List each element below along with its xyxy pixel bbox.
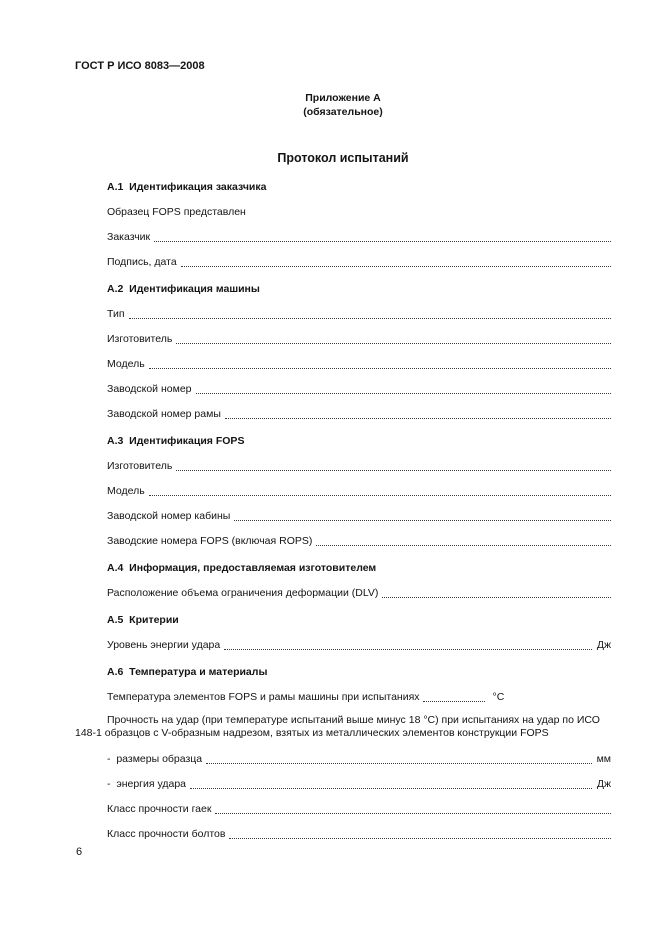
annex-heading bbox=[75, 92, 611, 119]
section-a1-heading: А.1 Идентификация заказчика bbox=[107, 181, 267, 193]
field-label: Модель bbox=[107, 358, 145, 370]
field-signature-date bbox=[107, 256, 611, 268]
field-machine-type bbox=[107, 308, 611, 320]
fill-line bbox=[224, 640, 592, 650]
fill-line bbox=[149, 359, 611, 369]
annex-note: (обязательное) bbox=[303, 105, 383, 118]
section-a2-heading: А.2 Идентификация машины bbox=[107, 283, 260, 295]
annex-title: Приложение А bbox=[305, 92, 381, 104]
fill-line bbox=[234, 511, 611, 521]
field-label: Заводской номер bbox=[107, 383, 192, 395]
fill-line bbox=[382, 588, 611, 598]
field-machine-manufacturer bbox=[107, 333, 611, 345]
fill-line-short bbox=[423, 692, 485, 702]
unit-label: Дж bbox=[596, 639, 611, 651]
field-label: Модель bbox=[107, 485, 145, 497]
field-fops-manufacturer bbox=[107, 460, 611, 472]
field-label: Изготовитель bbox=[107, 460, 173, 472]
field-label: Заказчик bbox=[107, 231, 151, 243]
field-label: Заводской номер рамы bbox=[107, 408, 221, 420]
section-a6-heading: А.6 Температура и материалы bbox=[107, 666, 268, 678]
section-a3-heading: А.3 Идентификация FOPS bbox=[107, 435, 245, 447]
page-title: Протокол испытаний bbox=[277, 151, 409, 165]
field-sample-presented bbox=[107, 206, 611, 218]
field-label: Изготовитель bbox=[107, 333, 173, 345]
field-dlv-location bbox=[107, 587, 611, 599]
impact-strength-paragraph: Прочность на удар (при температуре испытаний выше минус 18 °С) при испытаниях на удар по ИСО 148-1 образцов с V-образным надрезом, взятых из металлических элементов конструкции FOPS bbox=[75, 714, 600, 739]
fill-line bbox=[225, 409, 611, 419]
field-cab-serial bbox=[107, 510, 611, 522]
field-frame-serial bbox=[107, 408, 611, 420]
field-label: Заводские номера FOPS (включая ROPS) bbox=[107, 535, 313, 547]
field-impact-energy bbox=[107, 778, 611, 790]
unit-label: Дж bbox=[596, 778, 611, 790]
unit-label: °С bbox=[492, 691, 505, 703]
section-a4-heading: А.4 Информация, предоставляемая изготовителем bbox=[107, 562, 377, 574]
field-fops-serials bbox=[107, 535, 611, 547]
fill-line bbox=[181, 257, 611, 267]
fill-line bbox=[149, 486, 611, 496]
fill-line bbox=[154, 232, 611, 242]
fill-line bbox=[215, 804, 611, 814]
fill-line bbox=[206, 754, 591, 764]
unit-label: мм bbox=[596, 753, 611, 765]
field-label: Заводской номер кабины bbox=[107, 510, 231, 522]
field-label: - размеры образца bbox=[107, 753, 203, 765]
fill-line bbox=[176, 334, 611, 344]
fill-line bbox=[176, 461, 611, 471]
field-machine-serial bbox=[107, 383, 611, 395]
field-label: Тип bbox=[107, 308, 125, 320]
field-label: Класс прочности гаек bbox=[107, 803, 212, 815]
fill-line bbox=[190, 779, 592, 789]
section-a5-heading: А.5 Критерии bbox=[107, 614, 179, 626]
page-number: 6 bbox=[76, 846, 83, 858]
field-label: Уровень энергии удара bbox=[107, 639, 221, 651]
field-fops-model bbox=[107, 485, 611, 497]
field-label: Подпись, дата bbox=[107, 256, 177, 268]
field-label: Класс прочности болтов bbox=[107, 828, 226, 840]
field-label: Температура элементов FOPS и рамы машины при испытаниях bbox=[107, 691, 420, 703]
field-machine-model bbox=[107, 358, 611, 370]
field-nut-strength-class bbox=[107, 803, 611, 815]
field-label: - энергия удара bbox=[107, 778, 187, 790]
field-impact-energy-level bbox=[107, 639, 611, 651]
fill-line bbox=[129, 309, 611, 319]
fill-line bbox=[316, 536, 611, 546]
document-code: ГОСТ Р ИСО 8083—2008 bbox=[75, 60, 205, 72]
field-label: Расположение объема ограничения деформации (DLV) bbox=[107, 587, 379, 599]
field-label: Образец FOPS представлен bbox=[107, 206, 246, 218]
fill-line bbox=[196, 384, 612, 394]
field-sample-size bbox=[107, 753, 611, 765]
fill-line bbox=[229, 829, 611, 839]
field-test-temperature bbox=[107, 691, 611, 703]
field-customer bbox=[107, 231, 611, 243]
field-bolt-strength-class bbox=[107, 828, 611, 840]
form-content bbox=[75, 181, 611, 840]
